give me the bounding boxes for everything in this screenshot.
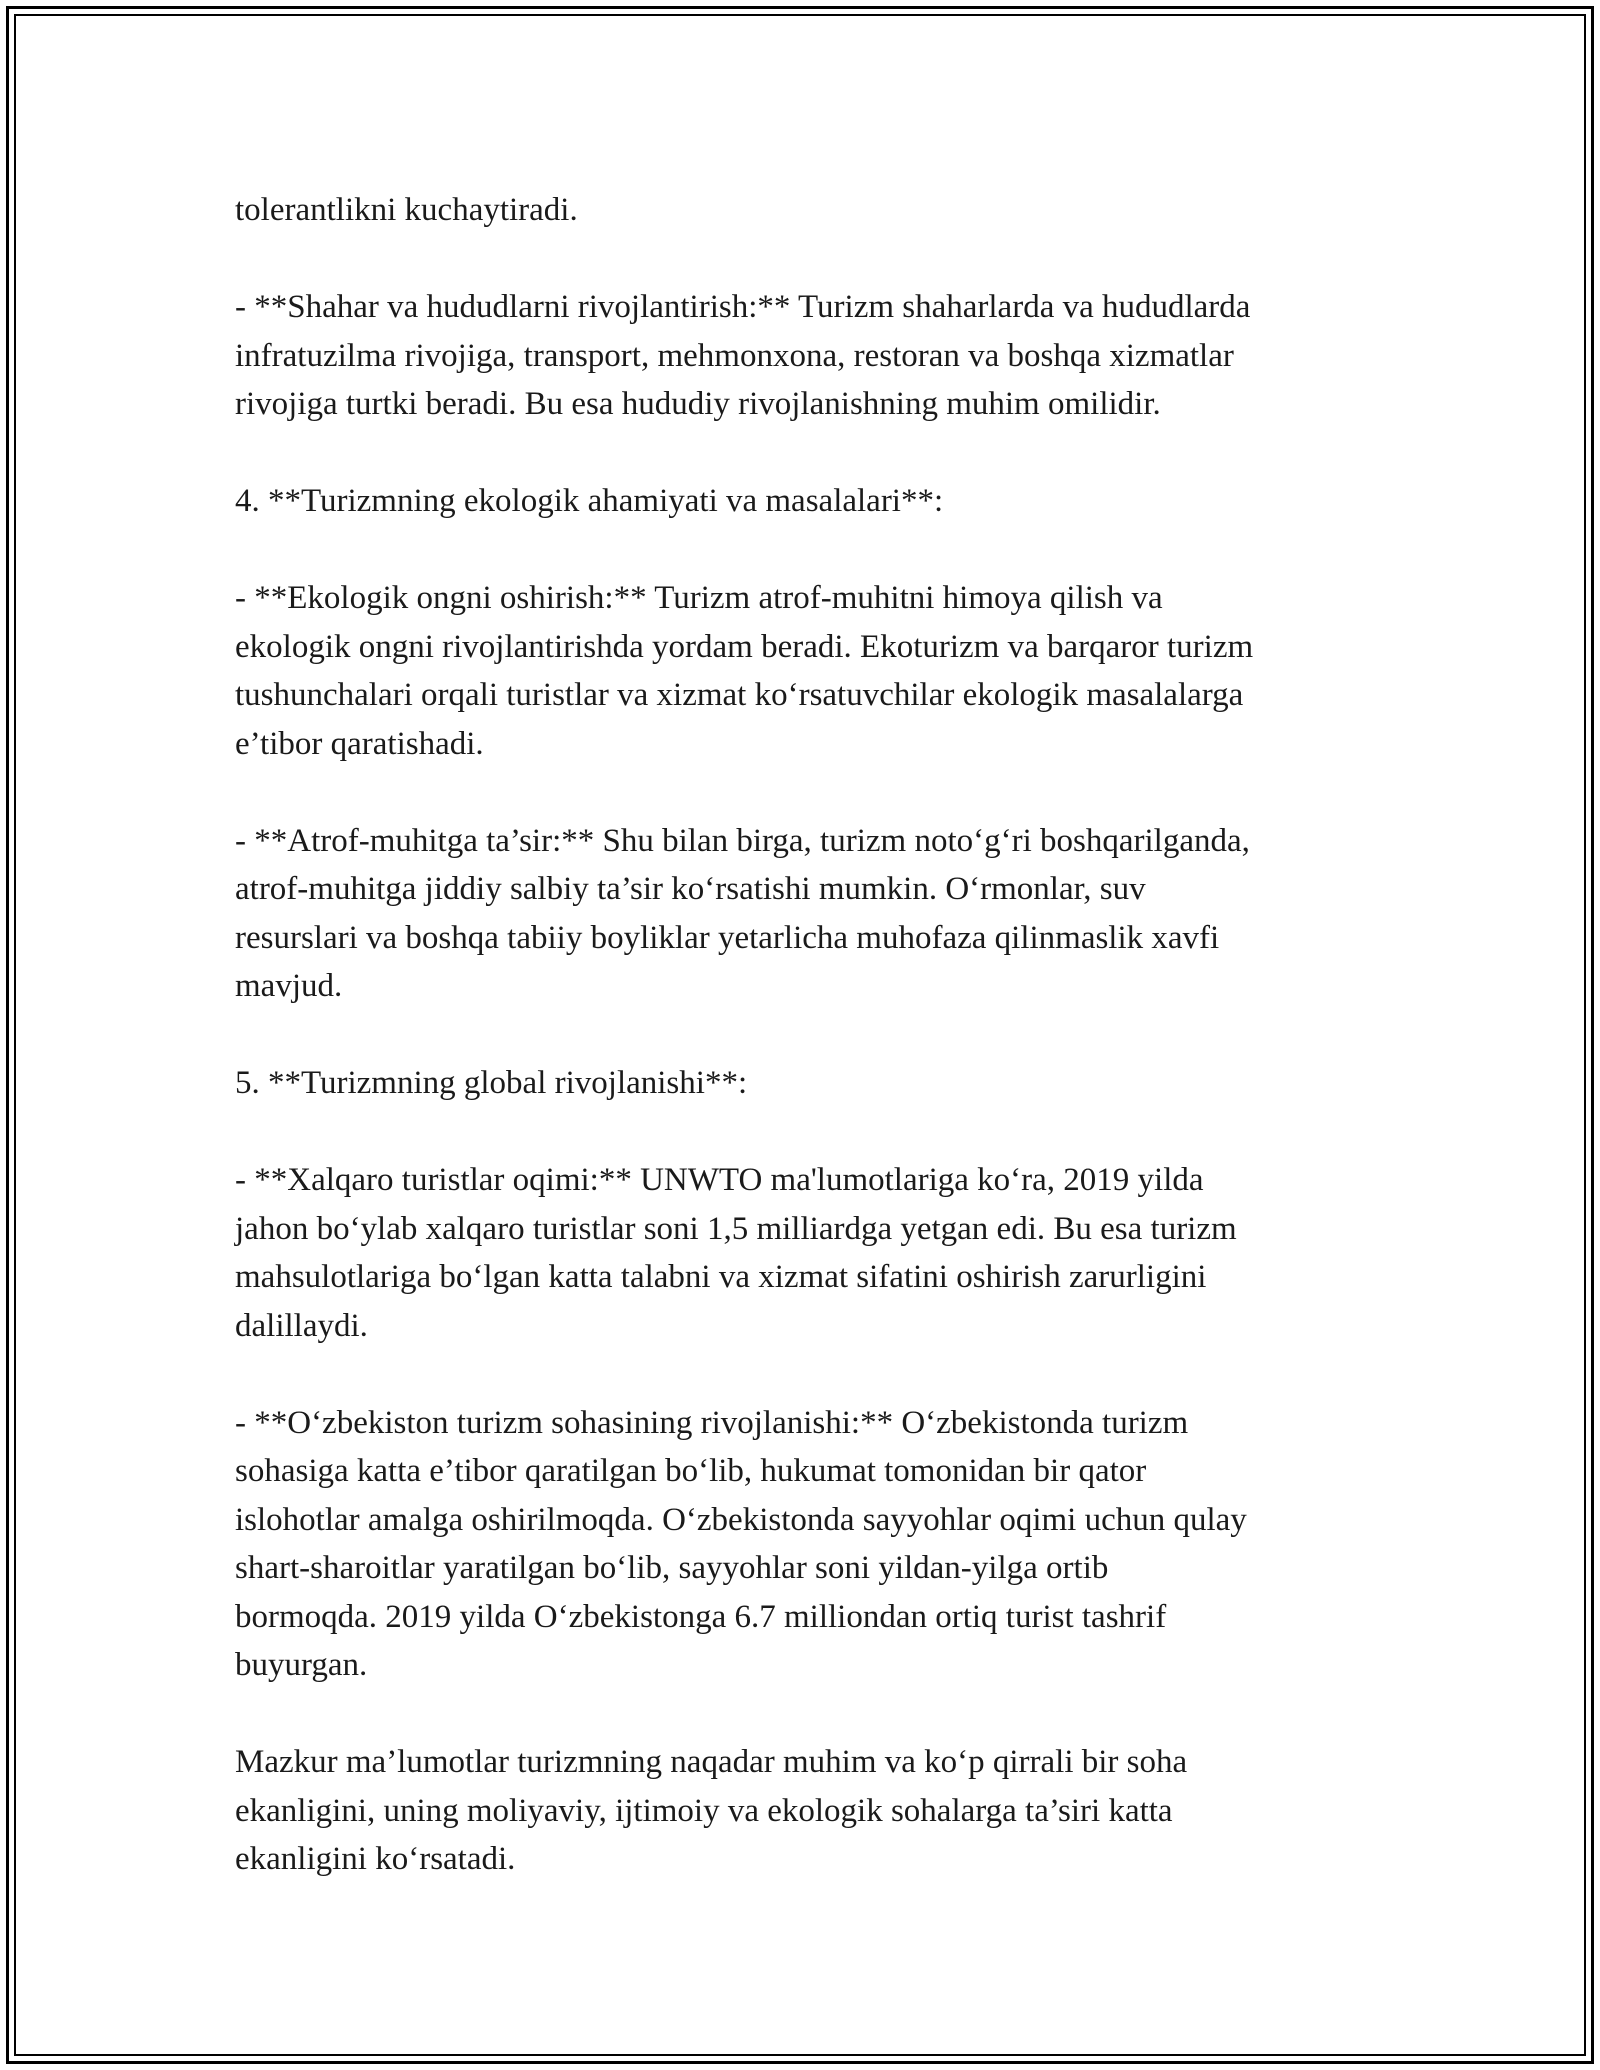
- paragraph-xulosa: [235, 1738, 1395, 1884]
- paragraph-continuation: [235, 186, 1395, 235]
- text-line: buyurgan.: [235, 1647, 368, 1683]
- paragraph-gap: [235, 1350, 1395, 1399]
- text-line: - **Xalqaro turistlar oqimi:** UNWTO ma'lumotlariga ko‘ra, 2019 yilda: [235, 1162, 1204, 1198]
- bullet-atrof-muhit: [235, 817, 1395, 1011]
- text-line: - **Atrof-muhitga ta’sir:** Shu bilan birga, turizm noto‘g‘ri boshqarilganda,: [235, 822, 1250, 859]
- text-line: tolerantlikni kuchaytiradi.: [235, 192, 578, 228]
- paragraph-gap: [235, 235, 1395, 284]
- document-body: [235, 186, 1395, 1884]
- bullet-ozbekiston-turizm: [235, 1399, 1395, 1690]
- text-line: shart-sharoitlar yaratilgan bo‘lib, sayyohlar soni yildan-yilga ortib: [235, 1550, 1109, 1586]
- text-line: e’tibor qaratishadi.: [235, 725, 484, 762]
- text-line: ekanligini, uning moliyaviy, ijtimoiy va ekologik sohalarga ta’siri katta: [235, 1792, 1173, 1829]
- text-line: islohotlar amalga oshirilmoqda. O‘zbekistonda sayyohlar oqimi uchun qulay: [235, 1501, 1247, 1538]
- text-line: 4. **Turizmning ekologik ahamiyati va masalalari**:: [235, 483, 944, 519]
- text-line: 5. **Turizmning global rivojlanishi**:: [235, 1065, 748, 1101]
- text-line: Mazkur ma’lumotlar turizmning naqadar muhim va ko‘p qirrali bir soha: [235, 1744, 1188, 1780]
- text-line: mahsulotlariga bo‘lgan katta talabni va xizmat sifatini oshirish zarurligini: [235, 1259, 1207, 1295]
- paragraph-gap: [235, 1690, 1395, 1739]
- text-line: bormoqda. 2019 yilda O‘zbekistonga 6.7 milliondan ortiq turist tashrif: [235, 1598, 1167, 1635]
- heading-global-rivojlanish: [235, 1059, 1395, 1108]
- paragraph-gap: [235, 526, 1395, 575]
- text-line: - **Shahar va hududlarni rivojlantirish:** Turizm shaharlarda va hududlarda: [235, 289, 1251, 325]
- text-line: ekanligini ko‘rsatadi.: [235, 1841, 516, 1877]
- text-line: ekologik ongni rivojlantirishda yordam beradi. Ekoturizm va barqaror turizm: [235, 628, 1254, 665]
- text-line: atrof-muhitga jiddiy salbiy ta’sir ko‘rsatishi mumkin. O‘rmonlar, suv: [235, 871, 1146, 907]
- text-line: jahon bo‘ylab xalqaro turistlar soni 1,5 milliardga yetgan edi. Bu esa turizm: [235, 1210, 1237, 1247]
- bullet-shahar-rivojlantirish: [235, 283, 1395, 429]
- text-line: - **Ekologik ongni oshirish:** Turizm atrof-muhitni himoya qilish va: [235, 580, 1163, 616]
- text-line: resurslari va boshqa tabiiy boyliklar yetarlicha muhofaza qilinmaslik xavfi: [235, 919, 1220, 956]
- text-line: rivojiga turtki beradi. Bu esa hududiy rivojlanishning muhim omilidir.: [235, 386, 1161, 422]
- text-line: sohasiga katta e’tibor qaratilgan bo‘lib, hukumat tomonidan bir qator: [235, 1453, 1147, 1489]
- text-line: tushunchalari orqali turistlar va xizmat ko‘rsatuvchilar ekologik masalalarga: [235, 677, 1244, 713]
- text-line: mavjud.: [235, 968, 343, 1004]
- bullet-xalqaro-turistlar: [235, 1156, 1395, 1350]
- paragraph-gap: [235, 429, 1395, 478]
- text-line: infratuzilma rivojiga, transport, mehmonxona, restoran va boshqa xizmatlar: [235, 337, 1234, 374]
- text-line: dalillaydi.: [235, 1307, 368, 1344]
- paragraph-gap: [235, 1011, 1395, 1060]
- paragraph-gap: [235, 768, 1395, 817]
- heading-ekologik-ahamiyat: [235, 477, 1395, 526]
- text-line: - **O‘zbekiston turizm sohasining rivojlanishi:** O‘zbekistonda turizm: [235, 1404, 1189, 1441]
- paragraph-gap: [235, 1108, 1395, 1157]
- bullet-ekologik-ong: [235, 574, 1395, 768]
